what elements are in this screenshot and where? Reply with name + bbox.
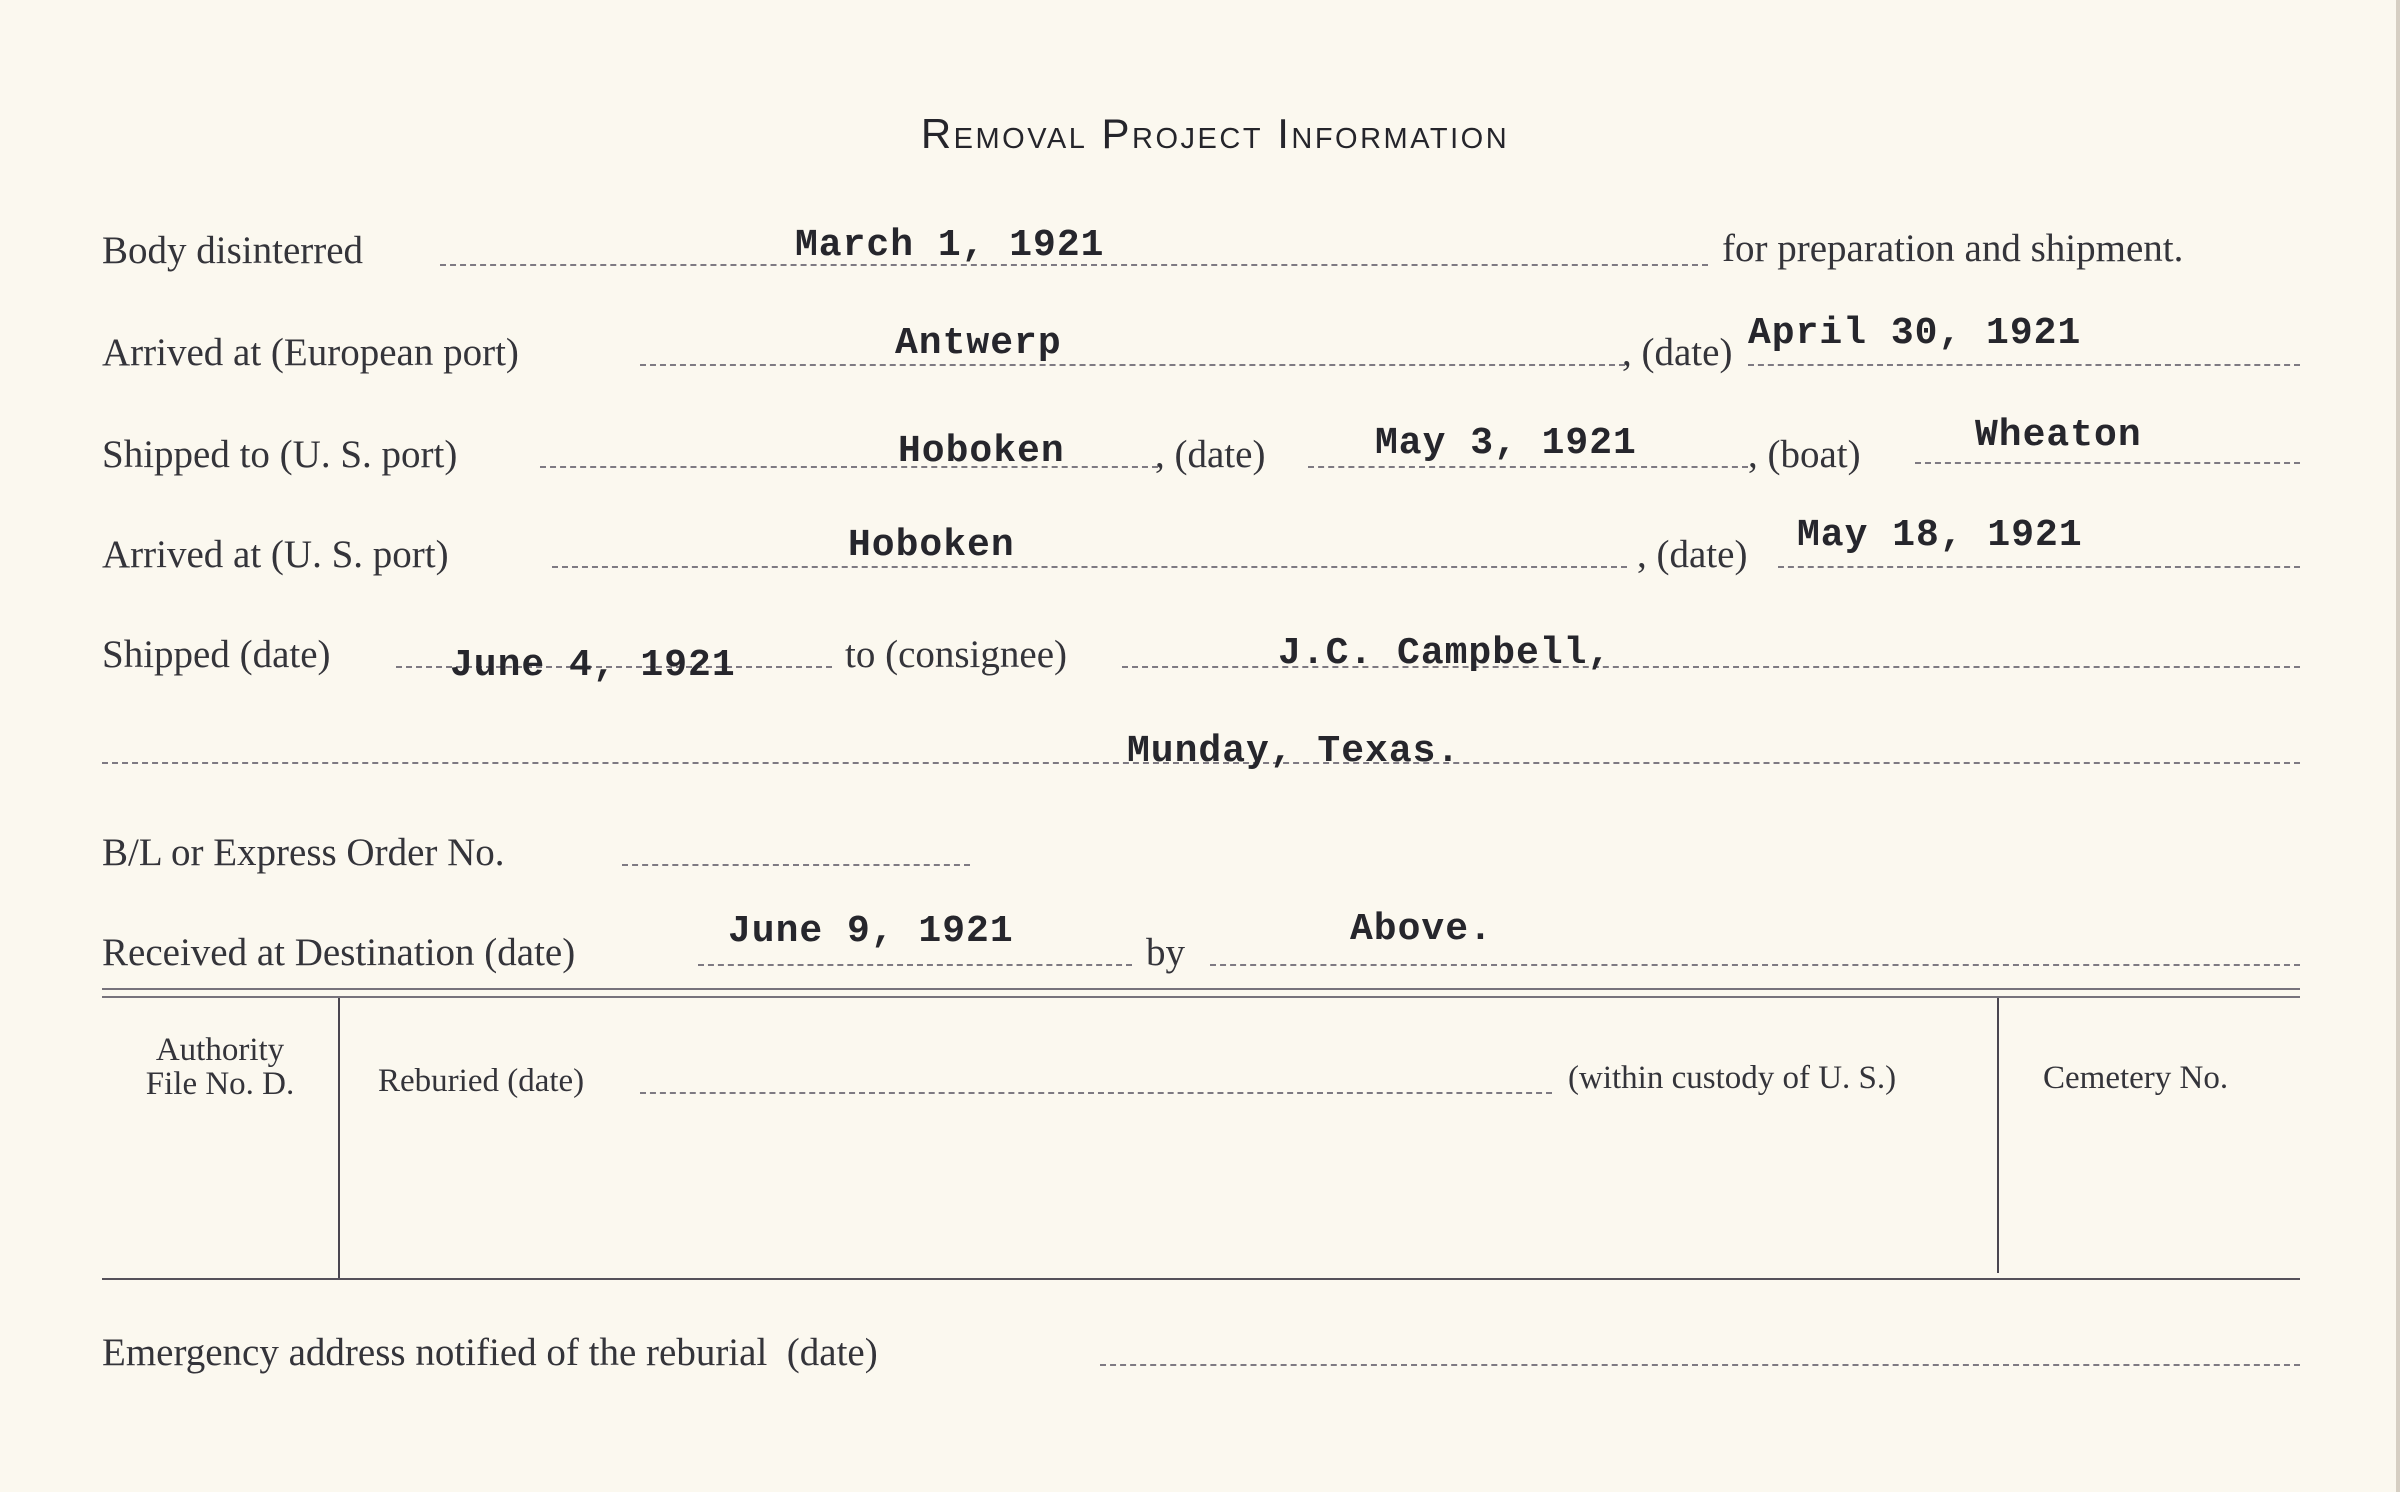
arrived-european-label: Arrived at (European port) xyxy=(102,331,519,374)
emergency-label: Emergency address notified of the reburial (date) xyxy=(102,1331,878,1374)
received-date-line xyxy=(698,964,1132,966)
disinterred-date: March 1, 1921 xyxy=(795,224,1105,267)
authority-label-2: File No. D. xyxy=(145,1066,295,1102)
box-top-rule xyxy=(102,988,2300,990)
shipped-us-date: May 3, 1921 xyxy=(1375,422,1637,465)
bl-order-line xyxy=(622,864,970,866)
box-top-rule-double xyxy=(102,996,2300,998)
shipped-us-date-label: , (date) xyxy=(1155,433,1266,476)
custody-label: (within custody of U. S.) xyxy=(1568,1060,1897,1096)
shipped-us-port: Hoboken xyxy=(898,430,1065,473)
cemetery-label: Cemetery No. xyxy=(2043,1060,2229,1096)
consignee-name: J.C. Campbell, xyxy=(1278,632,1612,675)
authority-label-1: Authority xyxy=(155,1032,285,1068)
consignee-address: Munday, Texas. xyxy=(1127,730,1461,773)
received-by-line xyxy=(1210,964,2300,966)
shipped-us-line xyxy=(540,466,1158,468)
box-divider-left xyxy=(338,998,340,1278)
arrived-us-date-line xyxy=(1778,566,2300,568)
received-by-label: by xyxy=(1146,931,1185,974)
received-label: Received at Destination (date) xyxy=(102,931,576,974)
arrived-us-date: May 18, 1921 xyxy=(1797,514,2083,557)
reburied-line xyxy=(640,1092,1552,1094)
arrived-us-label: Arrived at (U. S. port) xyxy=(102,533,449,576)
shipped-us-boat-line xyxy=(1915,462,2300,464)
bl-order-label: B/L or Express Order No. xyxy=(102,831,505,874)
arrived-european-date: April 30, 1921 xyxy=(1748,312,2082,355)
shipped-date-label: Shipped (date) xyxy=(102,633,331,676)
arrived-european-date-label: , (date) xyxy=(1622,331,1733,374)
box-bottom-rule xyxy=(102,1278,2300,1280)
shipped-us-date-line xyxy=(1308,466,1748,468)
shipped-us-boat: Wheaton xyxy=(1975,414,2142,457)
emergency-line xyxy=(1100,1364,2300,1366)
reburied-label: Reburied (date) xyxy=(378,1063,585,1099)
shipped-date: June 4, 1921 xyxy=(450,644,736,687)
disinterred-suffix: for preparation and shipment. xyxy=(1722,227,2184,270)
arrived-european-date-line xyxy=(1748,364,2300,366)
shipped-us-boat-label: , (boat) xyxy=(1748,433,1861,476)
shipped-us-label: Shipped to (U. S. port) xyxy=(102,433,458,476)
consignee-label: to (consignee) xyxy=(845,633,1068,676)
card-title: Removal Project Information xyxy=(920,110,1510,157)
box-divider-right xyxy=(1997,998,1999,1273)
arrived-us-port: Hoboken xyxy=(848,524,1015,567)
arrived-european-line xyxy=(640,364,1625,366)
received-date: June 9, 1921 xyxy=(728,910,1014,953)
disinterred-label: Body disinterred xyxy=(102,229,364,272)
arrived-european-port: Antwerp xyxy=(895,322,1062,365)
arrived-us-line xyxy=(552,566,1627,568)
received-by: Above. xyxy=(1350,908,1493,951)
arrived-us-date-label: , (date) xyxy=(1637,533,1748,576)
